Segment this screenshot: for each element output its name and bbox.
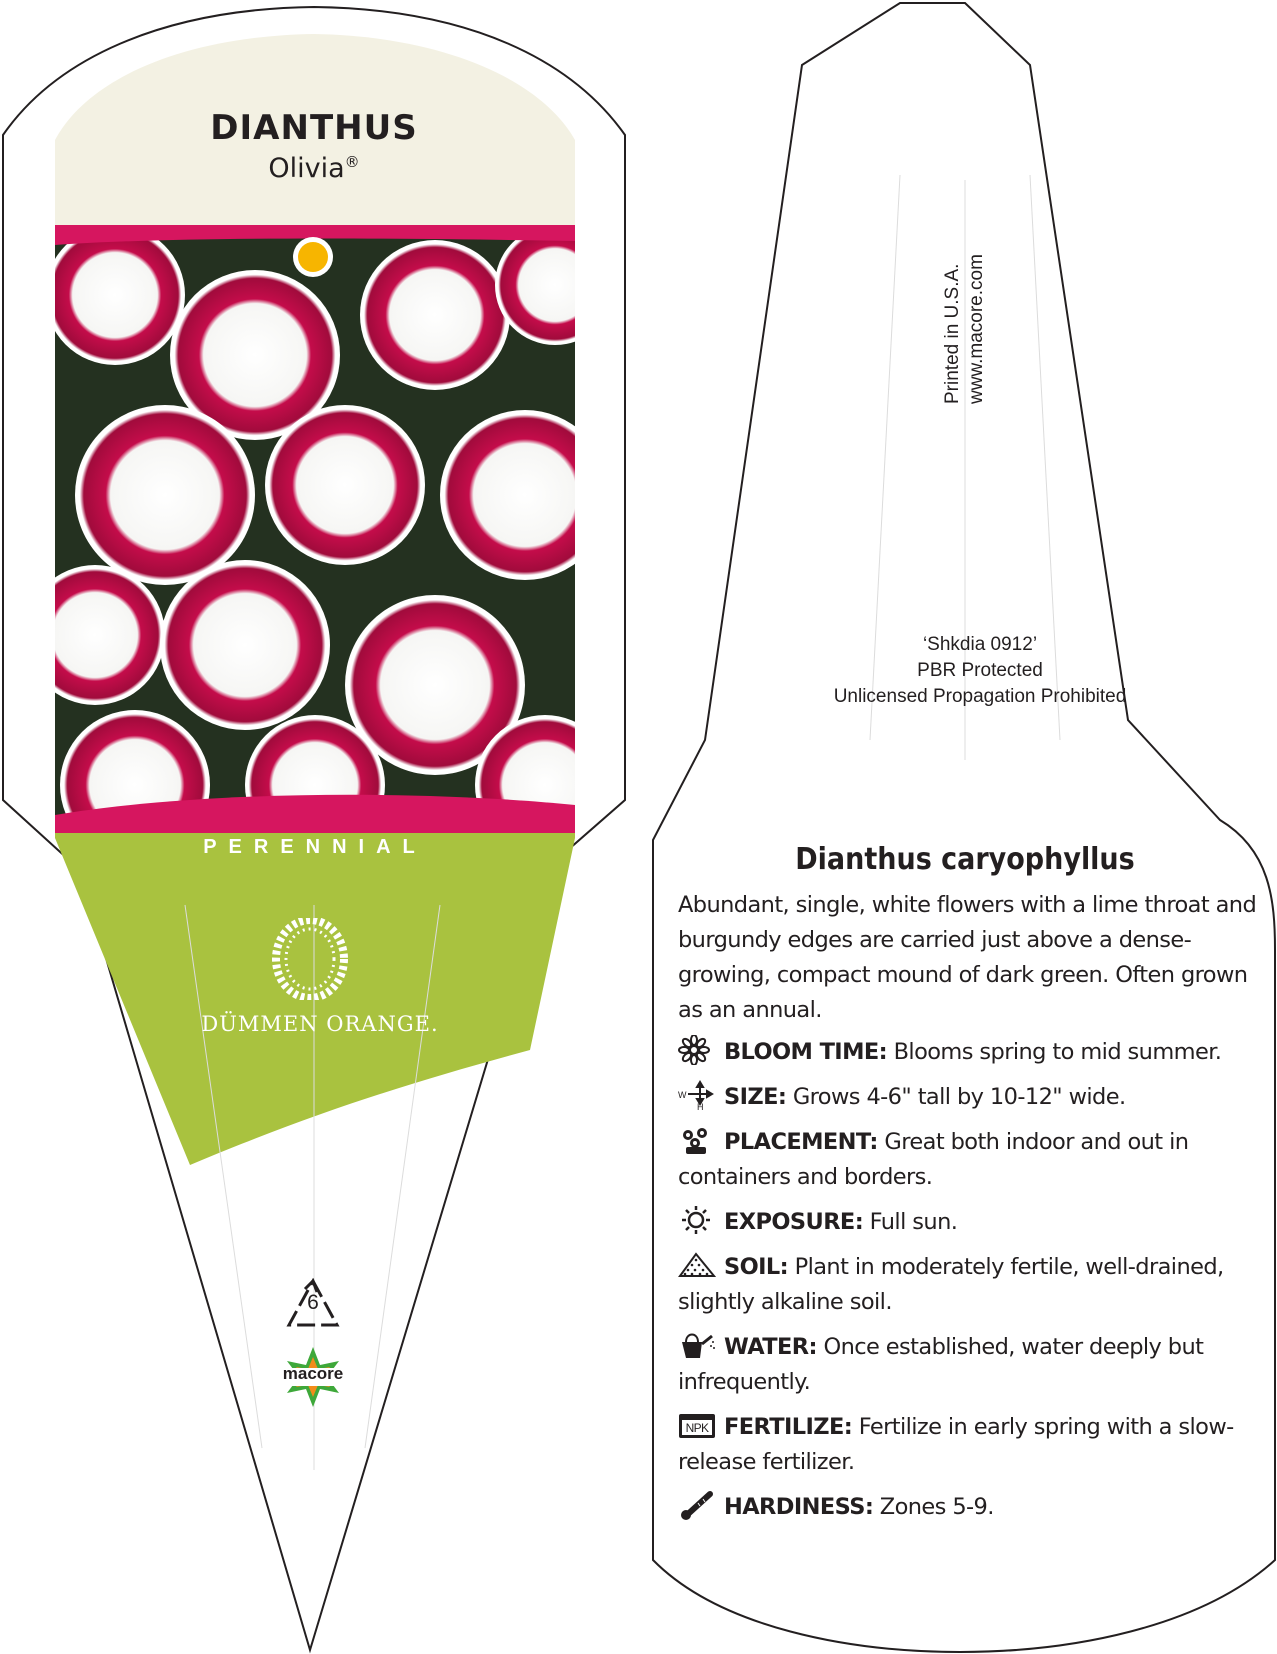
care-label: SOIL: bbox=[724, 1254, 789, 1280]
care-text: Zones 5-9. bbox=[873, 1494, 994, 1520]
flower-photo bbox=[55, 225, 575, 833]
npk-icon bbox=[678, 1410, 716, 1440]
recycle-code: 6 bbox=[307, 1291, 319, 1314]
printed-in: Printed in U.S.A. bbox=[942, 263, 963, 404]
care-label: HARDINESS: bbox=[724, 1494, 874, 1520]
registered-mark: ® bbox=[344, 153, 360, 171]
thermometer-icon bbox=[678, 1490, 716, 1520]
care-text: Great both indoor and out in containers and borders. bbox=[678, 1129, 1189, 1190]
printer-url: www.macore.com bbox=[966, 254, 987, 404]
care-text: Once established, water deeply but infrequently. bbox=[678, 1334, 1204, 1395]
brand-name: DÜMMEN ORANGE. bbox=[201, 1012, 439, 1036]
care-placement bbox=[678, 1125, 1258, 1195]
series-name: Olivia bbox=[268, 153, 345, 184]
legal-notice bbox=[770, 632, 1190, 710]
care-text: Grows 4-6" tall by 10-12" wide. bbox=[786, 1084, 1126, 1110]
cultivar-code: ‘Shkdia 0912’ bbox=[922, 634, 1038, 655]
plant-category: PERENNIAL bbox=[203, 836, 427, 858]
care-label: BLOOM TIME: bbox=[724, 1039, 888, 1065]
sun-icon bbox=[678, 1205, 716, 1235]
care-text: Plant in moderately fertile, well-drained, slightly alkaline soil. bbox=[678, 1254, 1224, 1315]
care-label: SIZE: bbox=[724, 1084, 787, 1110]
care-fertilize bbox=[678, 1410, 1258, 1480]
care-size bbox=[678, 1080, 1258, 1115]
care-label: FERTILIZE: bbox=[724, 1414, 853, 1440]
care-exposure bbox=[678, 1205, 1258, 1240]
svg-text:W: W bbox=[678, 1090, 686, 1100]
care-text: Fertilize in early spring with a slow-release fertilizer. bbox=[678, 1414, 1234, 1475]
svg-text:H: H bbox=[697, 1102, 703, 1110]
pbr-protected: PBR Protected bbox=[917, 660, 1043, 681]
plant-series-subtitle bbox=[0, 153, 628, 184]
care-text: Blooms spring to mid summer. bbox=[887, 1039, 1222, 1065]
flower-icon bbox=[678, 1035, 716, 1065]
care-bloom-time bbox=[678, 1035, 1258, 1070]
care-hardiness bbox=[678, 1490, 1258, 1525]
botanical-name: Dianthus caryophyllus bbox=[795, 842, 1135, 877]
care-soil bbox=[678, 1250, 1258, 1320]
macore-logo-text: macore bbox=[282, 1364, 344, 1383]
care-water bbox=[678, 1330, 1258, 1400]
plant-genus-title: DIANTHUS bbox=[210, 108, 418, 148]
print-info bbox=[900, 185, 1100, 404]
propagation-notice: Unlicensed Propagation Prohibited bbox=[833, 686, 1127, 707]
soil-mound-icon bbox=[678, 1250, 716, 1280]
plant-description: Abundant, single, white flowers with a lime throat and burgundy edges are carried just above a dense-growing, compact mound of dark green. Often grown as an annual. bbox=[678, 892, 1257, 1023]
npk-label: NPK bbox=[685, 1421, 709, 1435]
care-text: Full sun. bbox=[863, 1209, 958, 1235]
care-label: WATER: bbox=[724, 1334, 817, 1360]
watering-can-icon bbox=[678, 1330, 716, 1360]
size-arrows-icon bbox=[678, 1080, 716, 1110]
care-label: EXPOSURE: bbox=[724, 1209, 864, 1235]
dummen-orange-logo-icon bbox=[270, 918, 350, 1000]
placement-flowers-icon bbox=[678, 1125, 716, 1155]
care-label: PLACEMENT: bbox=[724, 1129, 878, 1155]
